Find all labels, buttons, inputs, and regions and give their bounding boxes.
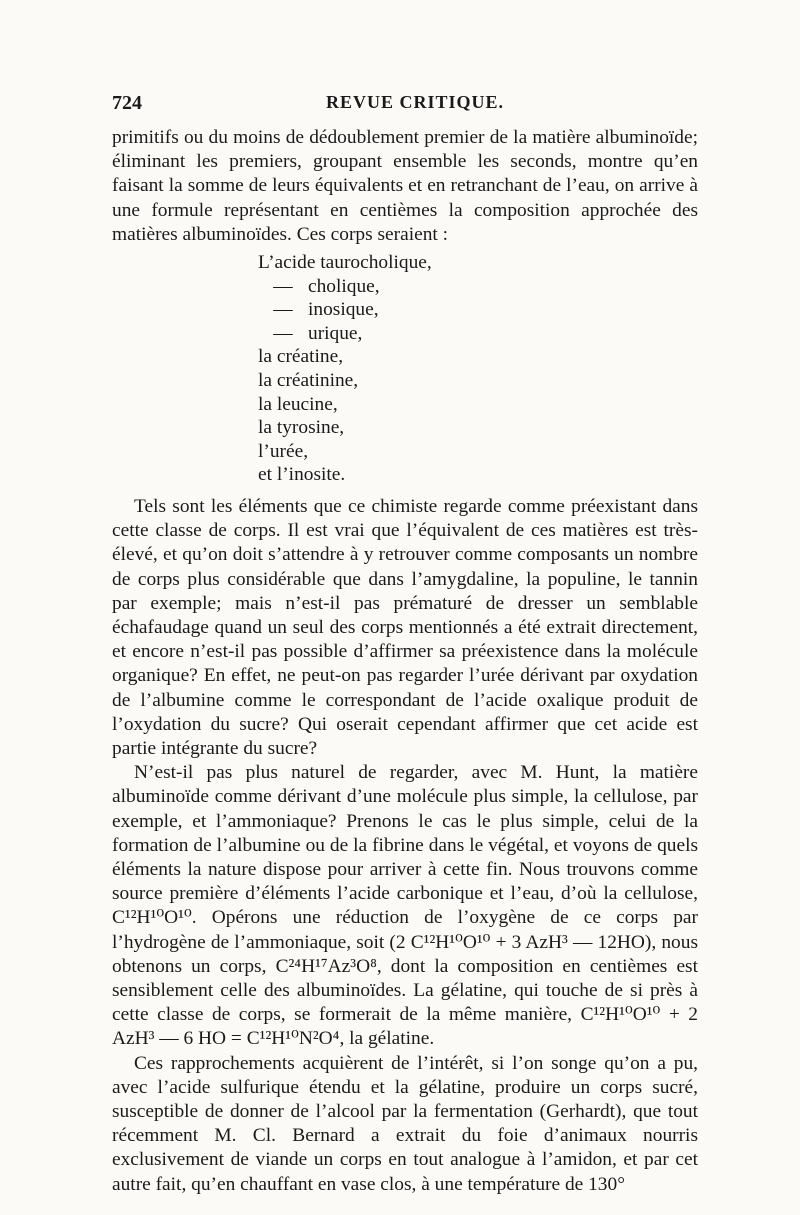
formula-cellulose: C¹²H¹⁰O¹⁰ [112,907,192,929]
formula-gelatine: C¹²H¹⁰O¹⁰ + 2 AzH³ — 6 HO = C¹²H¹⁰N²O⁴ [112,1004,698,1050]
paragraph-1: primitifs ou du moins de dédoublement premier de la matière albuminoïde; éliminant les premiers, groupant ensemble les seconds, montre qu’en faisant la somme de leurs équivalents et en retranchant de l’eau, on arrive à une formule représentant en centièmes la composition approchée des matières albuminoïdes. Ces corps seraient : [112,127,698,245]
list-item: l’urée, [258,440,309,462]
list-item: la tyrosine, [258,417,345,439]
body-text [112,126,698,1197]
list-item: — cholique, [273,275,380,297]
list-item: la créatine, [258,346,344,368]
list-item: — inosique, [273,299,379,321]
paragraph-2: Tels sont les éléments que ce chimiste regarde comme préexistant dans cette classe de corps. Il est vrai que l’équivalent de ces matières est très-élevé, et qu’on doit s’attendre à y retrouver comme composants un nombre de corps plus considérable que dans l’amygdaline, la populine, le tannin par exemple; mais n’est-il pas prématuré de dresser un semblable échafaudage quand un seul des corps mentionnés a été extrait directement, et encore n’est-il pas possible d’affirmer sa préexistence dans la molécule organique? En effet, ne peut-on pas regarder l’urée dérivant par oxydation de l’albumine comme le correspondant de l’acide oxalique produit de l’oxydation du sucre? Qui oserait cependant affirmer que cet acide est partie intégrante du sucre? [112,495,698,759]
list-item: et l’inosite. [258,464,346,486]
paragraph-4: Ces rapprochements acquièrent de l’intérêt, si l’on songe qu’on a pu, avec l’acide sulfurique étendu et la gélatine, produire un corps sucré, susceptible de donner de l’alcool par la fermentation (Gerhardt), que tout récemment M. Cl. Bernard a extrait du foie d’animaux nourris exclusivement de viande un corps en tout analogue à l’amidon, et par cet autre fait, qu’en chauffant en vase clos, à une température de 130° [112,1052,698,1195]
formula-product: C²⁴H¹⁷Az³O⁸ [275,955,377,977]
list-item: L’acide taurocholique, [258,252,432,274]
paragraph-3: N’est-il pas plus naturel de regarder, avec M. Hunt, la matière albuminoïde comme dérivant d’une molécule plus simple, la cellulose, par exemple, et l’ammoniaque? Prenons le cas le plus simple, celui de la formation de l’albumine ou de la fibrine dans le végétal, et voyons de quels éléments la nature dispose pour arriver à cette fin. Nous trouvons comme source première d’éléments l’acide carbonique et l’eau, d’où la cellulose, C¹²H¹⁰O¹⁰. Opérons une réduction de l’oxygène de ce corps par l’hydrogène de l’ammoniaque, soit (2 C¹²H¹⁰O¹⁰ + 3 AzH³ — 12HO), nous obtenons un corps, C²⁴H¹⁷Az³O⁸, dont la composition en centièmes est sensiblement celle des albuminoïdes. La gélatine, qui touche de si près à cette classe de corps, se formerait de la même manière, C¹²H¹⁰O¹⁰ + 2 AzH³ — 6 HO = C¹²H¹⁰N²O⁴, la gélatine. [112,762,698,1050]
page-header [112,92,702,118]
list-item: — urique, [273,322,363,344]
list-item: la créatinine, [258,369,359,391]
compound-list [258,251,698,487]
page-number: 724 [112,92,142,114]
formula-reaction: 2 C¹²H¹⁰O¹⁰ + 3 AzH³ — 12HO [395,931,645,953]
running-title: REVUE CRITIQUE. [326,92,505,112]
list-item: la leucine, [258,393,338,415]
